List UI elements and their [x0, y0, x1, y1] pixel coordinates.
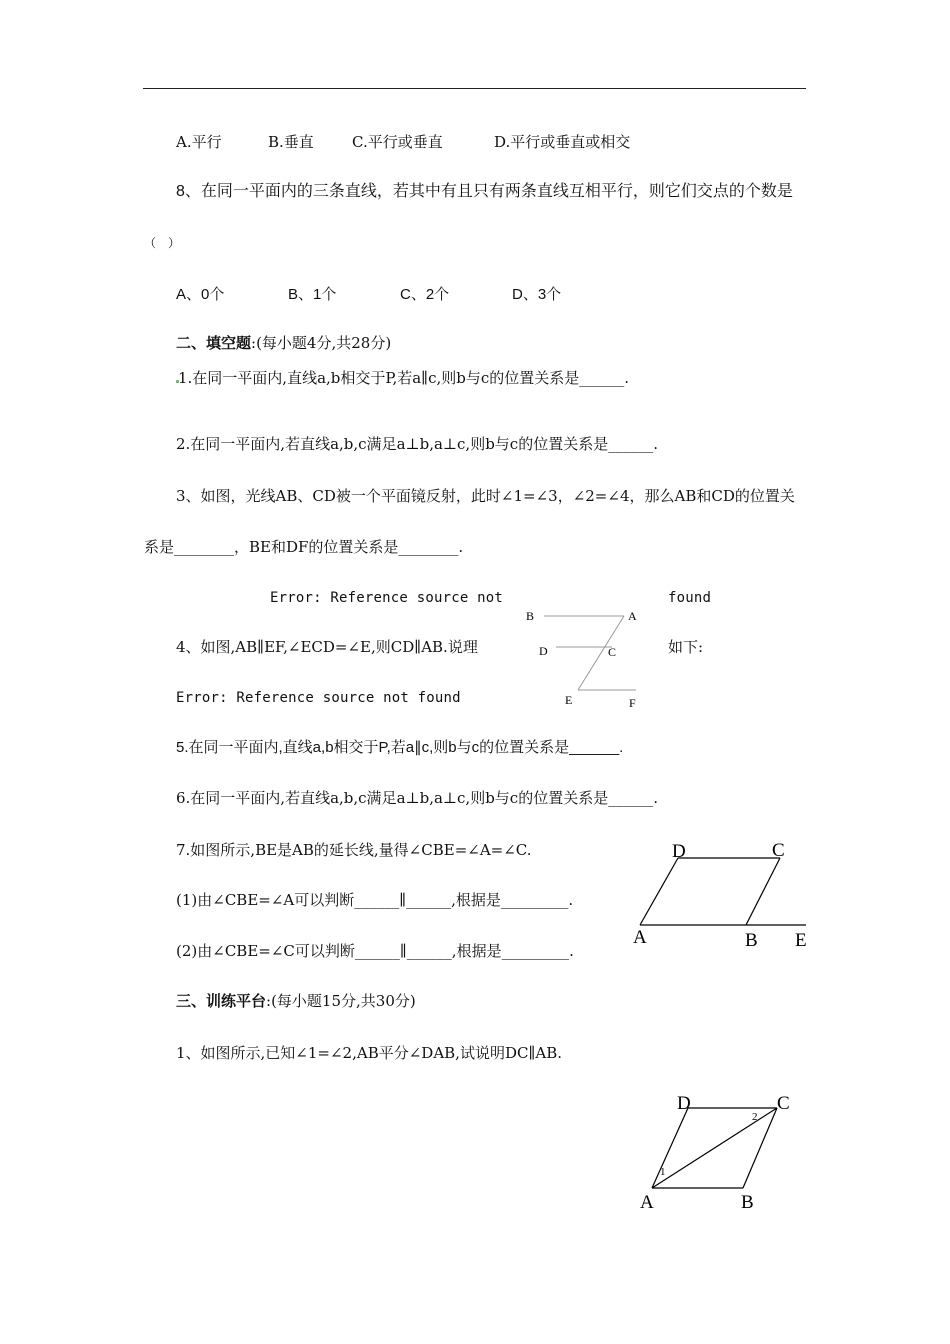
q8-paren: （ ）	[144, 236, 181, 250]
line-cb	[743, 1108, 777, 1188]
error-ref-1-tail: found	[668, 590, 712, 606]
label-a: A	[640, 1192, 654, 1213]
label-b: B	[741, 1192, 754, 1213]
fill-1: 1.在同一平面内,直线a,b相交于P,若a∥c,则b与c的位置关系是______.	[178, 369, 630, 387]
label-d: D	[672, 841, 686, 862]
section3-title: 三、训练平台	[176, 993, 267, 1010]
label-a: A	[628, 609, 637, 623]
fill-7-part1: (1)由∠CBE=∠A可以判断______∥______,根据是_________.	[176, 891, 574, 909]
q7-option-b: B.垂直	[268, 133, 314, 151]
line-da	[640, 858, 678, 925]
label-d: D	[677, 1093, 691, 1114]
label-c: C	[772, 840, 785, 861]
fill-7-stem: 7.如图所示,BE是AB的延长线,量得∠CBE=∠A=∠C.	[176, 841, 532, 859]
q8-option-d: D、3个	[512, 286, 562, 303]
fill-4-tail: 如下:	[668, 638, 704, 656]
q7-option-d: D.平行或垂直或相交	[494, 133, 631, 151]
section2-heading	[176, 333, 391, 354]
label-c: C	[608, 645, 617, 659]
label-a: A	[633, 927, 647, 948]
section3-note: :(每小题15分,共30分)	[266, 992, 416, 1010]
fill-3-line1: 3、如图，光线AB、CD被一个平面镜反射，此时∠1=∠3，∠2=∠4，那么AB和CD的位置关	[176, 487, 795, 505]
parallelogram-figure-1	[630, 836, 815, 954]
fill-3-line2: 系是________，BE和DF的位置关系是________.	[144, 538, 464, 556]
q8-option-b: B、1个	[288, 286, 337, 303]
line-cb	[746, 858, 780, 925]
fill-6: 6.在同一平面内,若直线a,b,c满足a⊥b,a⊥c,则b与c的位置关系是______.	[176, 789, 658, 807]
label-d: D	[539, 644, 548, 658]
error-ref-2: Error: Reference source not found	[176, 690, 461, 706]
diagonal-ac	[652, 1108, 777, 1188]
label-e: E	[565, 693, 573, 707]
q8-stem: 8、在同一平面内的三条直线，若其中有且只有两条直线互相平行，则它们交点的个数是	[176, 183, 793, 200]
fill-5: 5.在同一平面内,直线a,b相交于P,若a∥c,则b与c的位置关系是______.	[176, 739, 624, 756]
label-b: B	[526, 609, 535, 623]
header-rule	[143, 88, 806, 89]
mirror-figure	[520, 600, 650, 712]
section2-note: :(每小题4分,共28分)	[251, 334, 392, 352]
fill-2: 2.在同一平面内,若直线a,b,c满足a⊥b,a⊥c,则b与c的位置关系是______.	[176, 435, 658, 453]
label-b: B	[745, 930, 758, 951]
training-1: 1、如图所示,已知∠1=∠2,AB平分∠DAB,试说明DC∥AB.	[176, 1044, 563, 1062]
q7-option-a: A.平行	[176, 133, 222, 151]
q8-option-a: A、0个	[176, 286, 225, 303]
angle-label-1: 1	[660, 1166, 666, 1178]
angle-label-2: 2	[752, 1111, 758, 1123]
parallelogram-figure-2	[630, 1090, 800, 1215]
error-ref-1: Error: Reference source not	[270, 590, 503, 606]
section2-title: 二、填空题	[176, 335, 252, 352]
line-ae	[578, 616, 624, 690]
q8-option-c: C、2个	[400, 286, 450, 303]
section3-heading	[176, 991, 416, 1012]
label-e: E	[795, 930, 807, 951]
label-f: F	[629, 696, 636, 710]
label-c: C	[777, 1093, 790, 1114]
q7-option-c: C.平行或垂直	[352, 133, 443, 151]
fill-7-part2: (2)由∠CBE=∠C可以判断______∥______,根据是_________.	[176, 942, 574, 960]
fill-4: 4、如图,AB∥EF,∠ECD=∠E,则CD∥AB.说理	[176, 638, 478, 656]
